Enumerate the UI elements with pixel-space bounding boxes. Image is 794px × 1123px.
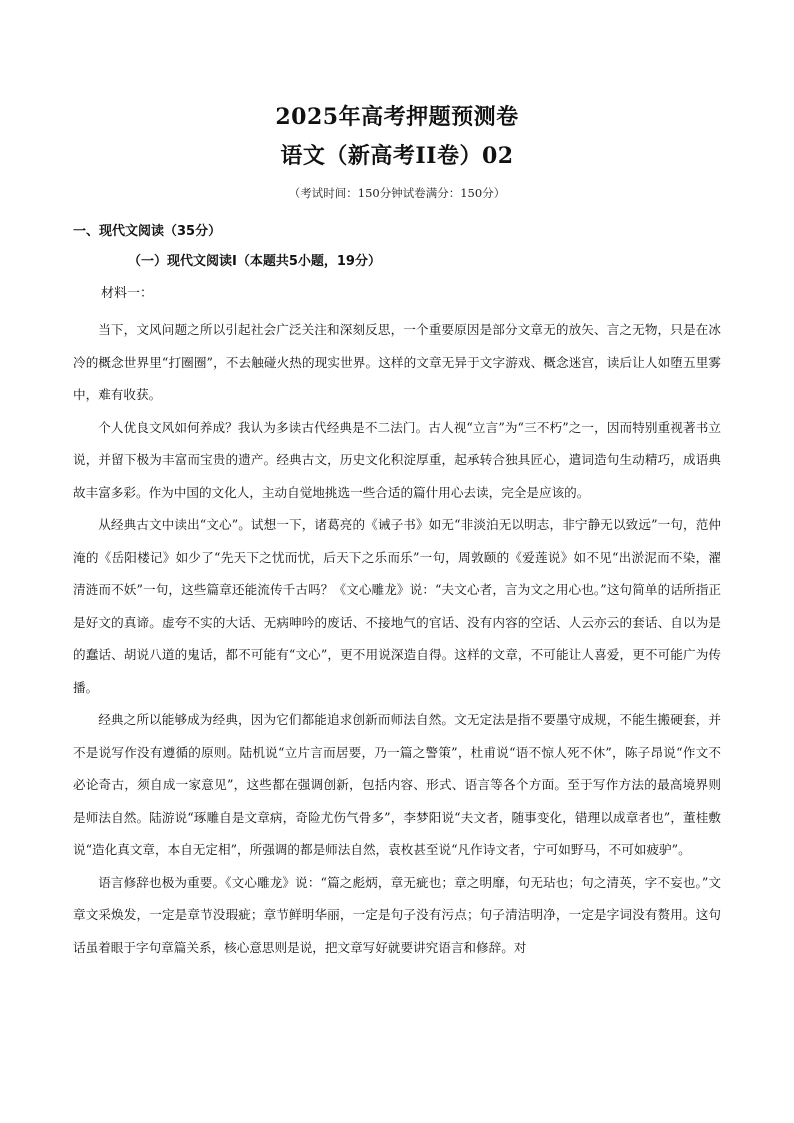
- paragraph: 从经典古文中读出“文心”。试想一下，诸葛亮的《诫子书》如无“非淡泊无以明志，非宁静无以致远”一句，范仲淹的《岳阳楼记》如少了“先天下之忧而忧，后天下之乐而乐”一句，周敦颐的《爱莲说》如不见“出淤泥而不染，濯清涟而不妖”一句，这些篇章还能流传千古吗？《文心雕龙》说：“夫文心者，言为文之用心也。”这句简单的话所指正是好文的真谛。虚夸不实的大话、无病呻吟的废话、不接地气的官话、没有内容的空话、人云亦云的套话、自以为是的蠢话、胡说八道的鬼话，都不可能有“文心”，更不用说深造自得。这样的文章，不可能让人喜爱，更不可能广为传播。: [73, 517, 721, 695]
- section-heading: 一、现代文阅读（35分）: [73, 224, 222, 239]
- subsection-heading: （一）现代文阅读Ⅰ（本题共5小题，19分）: [128, 254, 381, 269]
- paragraph: 经典之所以能够成为经典，因为它们都能追求创新而师法自然。文无定法是指不要墨守成规，不能生搬硬套，并不是说写作没有遵循的原则。陆机说“立片言而居要，乃一篇之警策”，杜甫说“语不惊人死不休”，陈子昂说“作文不必论奇古，须自成一家意见”，这些都在强调创新，包括内容、形式、语言等各个方面。至于写作方法的最高境界则是师法自然。陆游说“琢雕自是文章病，奇险尤伤气骨多”，李梦阳说“夫文者，随事变化，错理以成章者也”，董桂敷说“造化真文章，本自无定相”，所强调的都是师法自然，袁枚甚至说“凡作诗文者，宁可如野马，不可如疲驴”。: [73, 712, 721, 857]
- paragraph: 语言修辞也极为重要。《文心雕龙》说：“篇之彪炳，章无疵也；章之明靡，句无玷也；句之清英，字不妄也。”文章文采焕发，一定是章节没瑕疵；章节鲜明华丽，一定是句子没有污点；句子清洁明净，一定是字词没有赘用。这句话虽着眼于字句章篇关系，核心意思则是说，把文章写好就要讲究语言和修辞。对: [73, 874, 721, 955]
- exam-subtitle: 语文（新高考II卷）02: [280, 143, 514, 169]
- exam-time-info: （考试时间：150分钟试卷满分：150分）: [288, 186, 506, 200]
- material-label: 材料一：: [101, 286, 154, 301]
- reading-passage: [73, 314, 721, 964]
- paragraph: 当下，文风问题之所以引起社会广泛关注和深刻反思，一个重要原因是部分文章无的放矢、言之无物，只是在冰冷的概念世界里“打圈圈”，不去触碰火热的现实世界。这样的文章无异于文字游戏、概念迷宫，读后让人如堕五里雾中，难有收获。: [73, 322, 721, 402]
- exam-title: 2025年高考押题预测卷: [275, 104, 519, 130]
- paragraph: 个人优良文风如何养成？我认为多读古代经典是不二法门。古人视“立言”为“三不朽”之一，因而特别重视著书立说，并留下极为丰富而宝贵的遗产。经典古文，历史文化积淀厚重，起承转合独具匠心，遣词造句生动精巧，成语典故丰富多彩。作为中国的文化人，主动自觉地挑选一些合适的篇什用心去读，完全是应该的。: [73, 419, 721, 500]
